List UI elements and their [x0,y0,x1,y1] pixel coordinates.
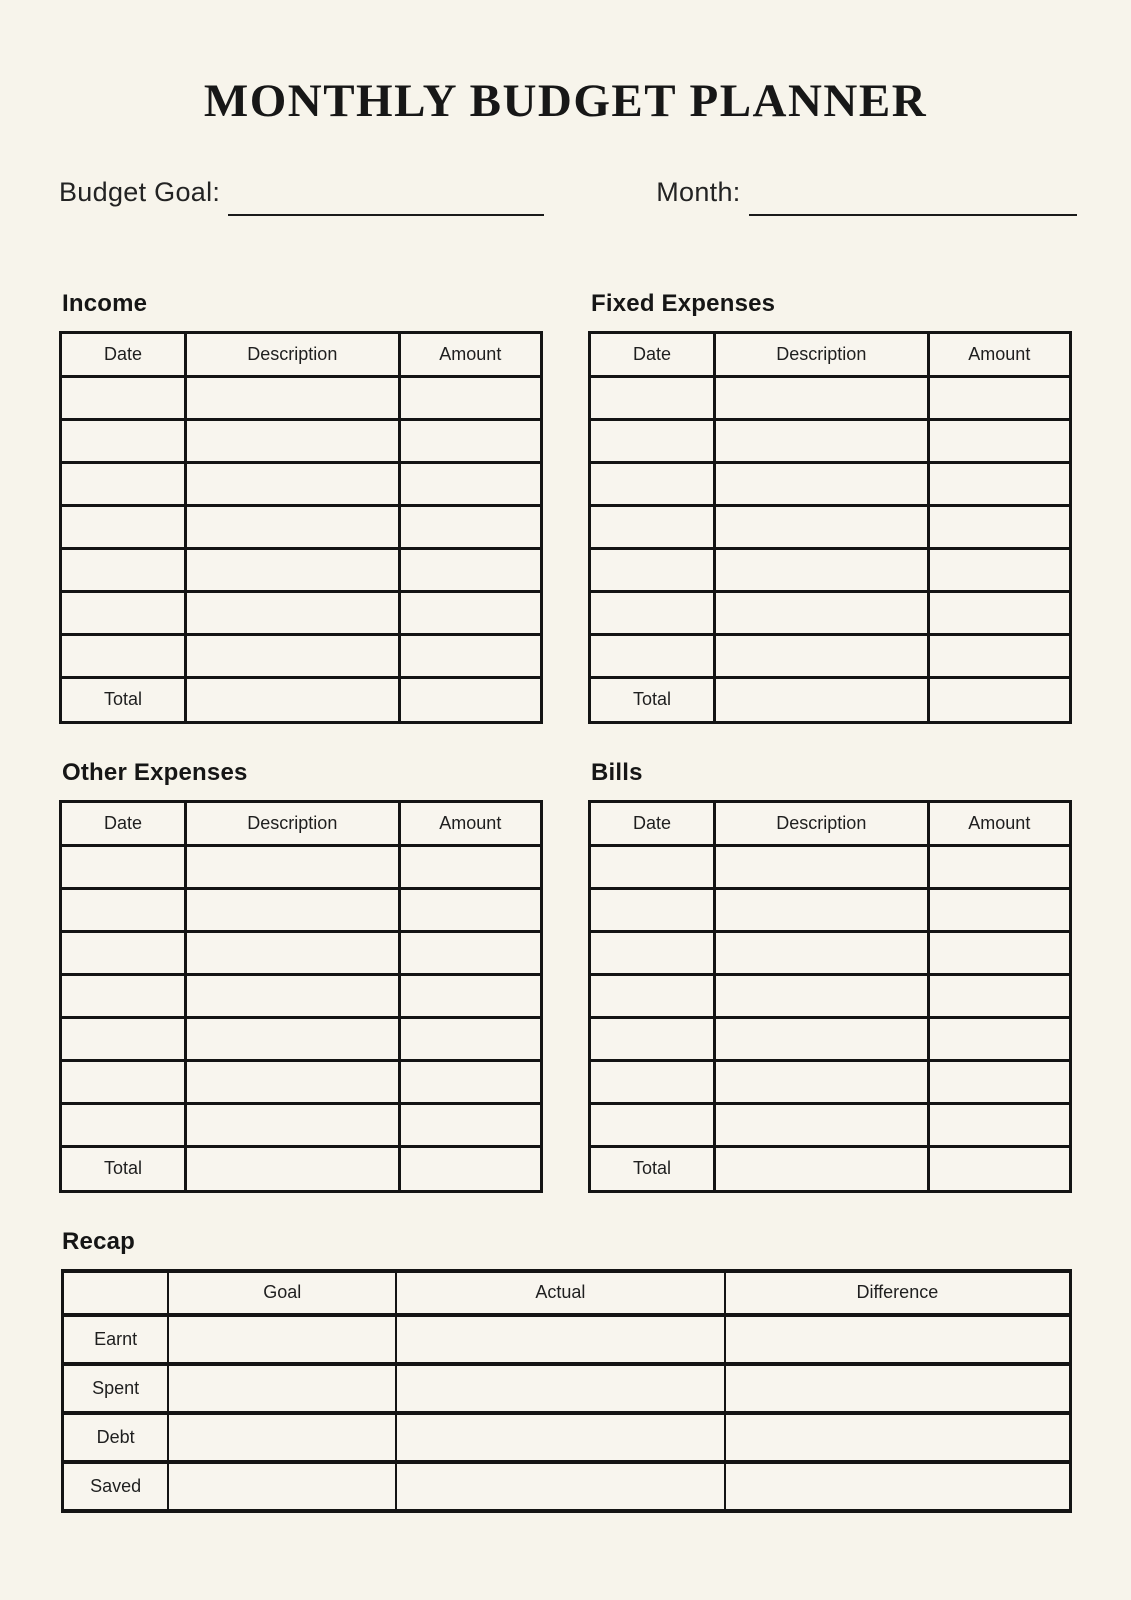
income-table [59,331,543,724]
empty-cell [399,1103,541,1146]
empty-cell [715,591,929,634]
empty-row [61,462,542,505]
empty-row [61,548,542,591]
empty-cell [590,1017,715,1060]
empty-cell [61,1103,186,1146]
empty-cell [928,634,1070,677]
empty-cell [928,505,1070,548]
bills-table-body [590,845,1071,1146]
empty-cell [590,548,715,591]
empty-row [61,376,542,419]
empty-cell [928,845,1070,888]
other-expenses-table [59,800,543,1193]
bills-column-header-date: Date [590,801,715,845]
income-column-header-date: Date [61,332,186,376]
empty-cell [399,419,541,462]
empty-cell [715,419,929,462]
recap-earnt-actual-cell [396,1315,725,1364]
recap-header-row [63,1271,1071,1315]
empty-row [590,419,1071,462]
empty-cell [186,376,400,419]
empty-cell [186,888,400,931]
fixed-expenses-total-amount-cell [928,677,1070,722]
bills-total-label: Total [590,1146,715,1191]
empty-row [61,974,542,1017]
empty-cell [590,888,715,931]
empty-cell [928,591,1070,634]
empty-cell [186,548,400,591]
empty-cell [590,634,715,677]
empty-cell [186,845,400,888]
empty-row [61,1060,542,1103]
empty-cell [590,591,715,634]
income-total-amount-cell [399,677,541,722]
empty-row [590,591,1071,634]
empty-row [590,845,1071,888]
recap-column-header-difference: Difference [725,1271,1071,1315]
bills-total-description-cell [715,1146,929,1191]
income-header-row [61,332,542,376]
empty-row [590,974,1071,1017]
empty-cell [928,548,1070,591]
empty-row [61,1017,542,1060]
bills-column-header-amount: Amount [928,801,1070,845]
empty-cell [715,931,929,974]
section-heading-income: Income [62,289,148,317]
empty-cell [928,1060,1070,1103]
other-expenses-column-header-description: Description [186,801,400,845]
recap-row-label-saved: Saved [63,1462,169,1511]
fixed-expenses-column-header-date: Date [590,332,715,376]
page-title: MONTHLY BUDGET PLANNER [203,75,928,127]
other-expenses-total-description-cell [186,1146,400,1191]
fixed-expenses-column-header-amount: Amount [928,332,1070,376]
recap-row-spent [63,1364,1071,1413]
empty-cell [928,888,1070,931]
other-expenses-section [59,758,543,1193]
recap-debt-difference-cell [725,1413,1071,1462]
empty-cell [61,591,186,634]
bills-section [588,758,1072,1193]
empty-cell [61,419,186,462]
income-column-header-amount: Amount [399,332,541,376]
bills-total-amount-cell [928,1146,1070,1191]
income-total-label: Total [61,677,186,722]
other-expenses-table-body [61,845,542,1146]
empty-row [61,1103,542,1146]
tables-grid [59,289,1072,1193]
recap-row-earnt [63,1315,1071,1364]
empty-row [590,1017,1071,1060]
empty-cell [399,1060,541,1103]
recap-spent-goal-cell [168,1364,396,1413]
other-expenses-total-amount-cell [399,1146,541,1191]
income-column-header-description: Description [186,332,400,376]
empty-row [590,505,1071,548]
other-expenses-column-header-amount: Amount [399,801,541,845]
recap-table [61,1269,1072,1513]
fixed-expenses-table-body [590,376,1071,677]
empty-row [590,1060,1071,1103]
recap-debt-goal-cell [168,1413,396,1462]
empty-row [590,462,1071,505]
empty-cell [186,462,400,505]
empty-cell [399,974,541,1017]
recap-section [59,1227,1072,1513]
recap-spent-actual-cell [396,1364,725,1413]
bills-table [588,800,1072,1193]
empty-cell [590,1060,715,1103]
empty-row [590,548,1071,591]
empty-cell [399,634,541,677]
income-total-description-cell [186,677,400,722]
recap-spent-difference-cell [725,1364,1071,1413]
recap-debt-actual-cell [396,1413,725,1462]
empty-cell [61,1060,186,1103]
empty-cell [715,1060,929,1103]
other-expenses-total-label: Total [61,1146,186,1191]
section-heading-fixed-expenses: Fixed Expenses [591,289,776,317]
recap-saved-goal-cell [168,1462,396,1511]
empty-cell [61,845,186,888]
empty-row [590,376,1071,419]
empty-cell [715,376,929,419]
recap-column-header-actual: Actual [396,1271,725,1315]
empty-row [590,931,1071,974]
other-expenses-column-header-date: Date [61,801,186,845]
empty-cell [61,376,186,419]
empty-row [61,634,542,677]
empty-cell [590,376,715,419]
recap-row-label-debt: Debt [63,1413,169,1462]
empty-cell [186,931,400,974]
empty-cell [186,634,400,677]
empty-row [61,931,542,974]
recap-row-saved [63,1462,1071,1511]
empty-cell [186,591,400,634]
bills-column-header-description: Description [715,801,929,845]
income-section [59,289,543,724]
recap-saved-actual-cell [396,1462,725,1511]
empty-cell [186,974,400,1017]
fixed-expenses-total-label: Total [590,677,715,722]
fixed-expenses-table [588,331,1072,724]
empty-cell [715,845,929,888]
empty-cell [399,888,541,931]
empty-cell [590,931,715,974]
empty-cell [715,505,929,548]
month-field [656,175,1076,209]
empty-row [61,845,542,888]
empty-row [61,888,542,931]
fixed-expenses-column-header-description: Description [715,332,929,376]
empty-cell [61,462,186,505]
empty-cell [928,419,1070,462]
empty-cell [399,845,541,888]
empty-cell [399,1017,541,1060]
empty-cell [928,974,1070,1017]
empty-cell [186,1103,400,1146]
empty-cell [928,931,1070,974]
fixed-expenses-total-row [590,677,1071,722]
fixed-expenses-section [588,289,1072,724]
empty-row [61,591,542,634]
empty-cell [61,548,186,591]
recap-row-label-earnt: Earnt [63,1315,169,1364]
empty-cell [590,1103,715,1146]
empty-cell [61,974,186,1017]
recap-column-header-goal: Goal [168,1271,396,1315]
empty-row [61,505,542,548]
empty-cell [590,974,715,1017]
empty-cell [399,548,541,591]
month-fill-line [749,214,1077,216]
empty-cell [186,1060,400,1103]
empty-cell [399,376,541,419]
income-table-body [61,376,542,677]
empty-cell [186,1017,400,1060]
empty-cell [715,888,929,931]
empty-row [590,888,1071,931]
bills-header-row [590,801,1071,845]
recap-saved-difference-cell [725,1462,1071,1511]
empty-cell [61,931,186,974]
empty-cell [715,548,929,591]
empty-cell [61,1017,186,1060]
empty-cell [715,462,929,505]
recap-row-debt [63,1413,1071,1462]
empty-cell [715,1103,929,1146]
recap-earnt-goal-cell [168,1315,396,1364]
other-expenses-total-row [61,1146,542,1191]
empty-cell [590,419,715,462]
bills-total-row [590,1146,1071,1191]
section-heading-bills: Bills [591,758,643,786]
empty-cell [399,505,541,548]
empty-cell [715,634,929,677]
fixed-expenses-header-row [590,332,1071,376]
empty-cell [928,1017,1070,1060]
budget-goal-label: Budget Goal: [59,176,221,207]
empty-row [61,419,542,462]
empty-cell [61,505,186,548]
month-label: Month: [656,176,741,207]
empty-cell [61,634,186,677]
recap-corner-cell [63,1271,169,1315]
recap-earnt-difference-cell [725,1315,1071,1364]
empty-row [590,1103,1071,1146]
empty-row [590,634,1071,677]
empty-cell [186,505,400,548]
other-expenses-header-row [61,801,542,845]
empty-cell [715,1017,929,1060]
empty-cell [399,931,541,974]
recap-row-label-spent: Spent [63,1364,169,1413]
empty-cell [928,376,1070,419]
empty-cell [399,462,541,505]
empty-cell [590,505,715,548]
empty-cell [928,462,1070,505]
section-heading-recap: Recap [62,1227,136,1255]
budget-goal-fill-line [228,214,544,216]
empty-cell [186,419,400,462]
empty-cell [590,462,715,505]
empty-cell [399,591,541,634]
empty-cell [715,974,929,1017]
income-total-row [61,677,542,722]
section-heading-other-expenses: Other Expenses [62,758,248,786]
goal-month-row [59,175,1072,209]
fixed-expenses-total-description-cell [715,677,929,722]
empty-cell [928,1103,1070,1146]
budget-goal-field [59,175,544,209]
empty-cell [61,888,186,931]
empty-cell [590,845,715,888]
